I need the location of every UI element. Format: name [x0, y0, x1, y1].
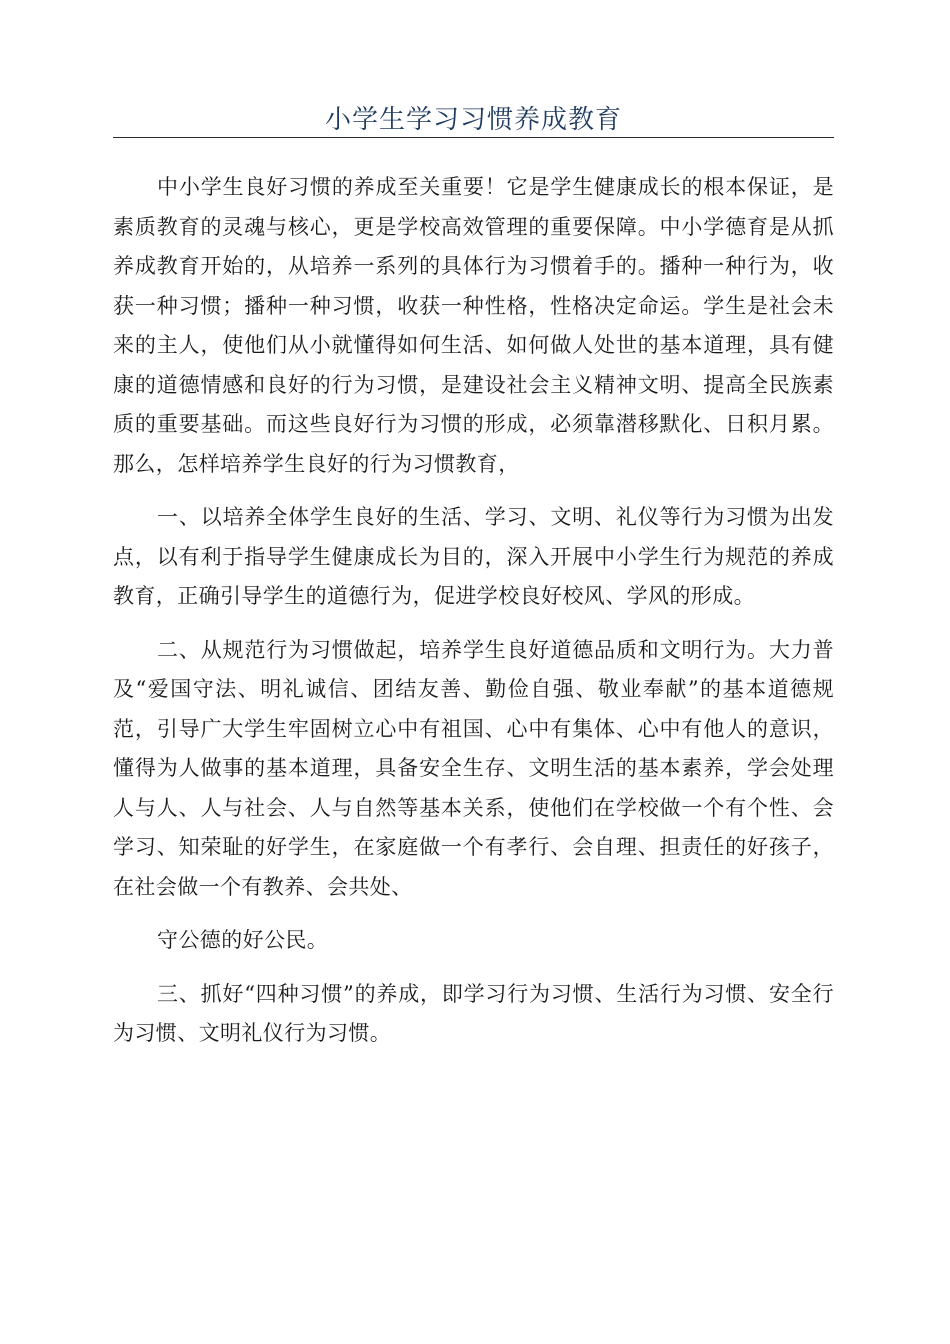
document-body — [113, 168, 834, 1068]
paragraph-point-one: 一、以培养全体学生良好的生活、学习、文明、礼仪等行为习惯为出发点，以有利于指导学生健康成长为目的，深入开展中小学生行为规范的养成教育，正确引导学生的道德行为，促进学校良好校风、学风的形成。 — [113, 505, 834, 608]
paragraph-intro: 中小学生良好习惯的养成至关重要！它是学生健康成长的根本保证，是素质教育的灵魂与核心，更是学校高效管理的重要保障。中小学德育是从抓养成教育开始的，从培养一系列的具体行为习惯着手的。播种一种行为，收获一种习惯；播种一种习惯，收获一种性格，性格决定命运。学生是社会未来的主人，使他们从小就懂得如何生活、如何做人处世的基本道理，具有健康的道德情感和良好的行为习惯，是建设社会主义精神文明、提高全民族素质的重要基础。而这些良好行为习惯的形成，必须靠潜移默化、日积月累。那么，怎样培养学生良好的行为习惯教育， — [113, 175, 834, 476]
title-underline-divider — [113, 137, 834, 138]
paragraph-point-three: 三、抓好“四种习惯”的养成，即学习行为习惯、生活行为习惯、安全行为习惯、文明礼仪行为习惯。 — [113, 981, 834, 1045]
paragraph-point-two: 二、从规范行为习惯做起，培养学生良好道德品质和文明行为。大力普及“爱国守法、明礼诚信、团结友善、勤俭自强、敬业奉献”的基本道德规范，引导广大学生牢固树立心中有祖国、心中有集体、心中有他人的意识，懂得为人做事的基本道理，具备安全生存、文明生活的基本素养，学会处理人与人、人与社会、人与自然等基本关系，使他们在学校做一个有个性、会学习、知荣耻的好学生，在家庭做一个有孝行、会自理、担责任的好孩子，在社会做一个有教养、会共处、 — [113, 637, 834, 899]
paragraph-point-two-continued: 守公德的好公民。 — [157, 928, 329, 952]
page-title: 小学生学习习惯养成教育 — [324, 105, 622, 135]
